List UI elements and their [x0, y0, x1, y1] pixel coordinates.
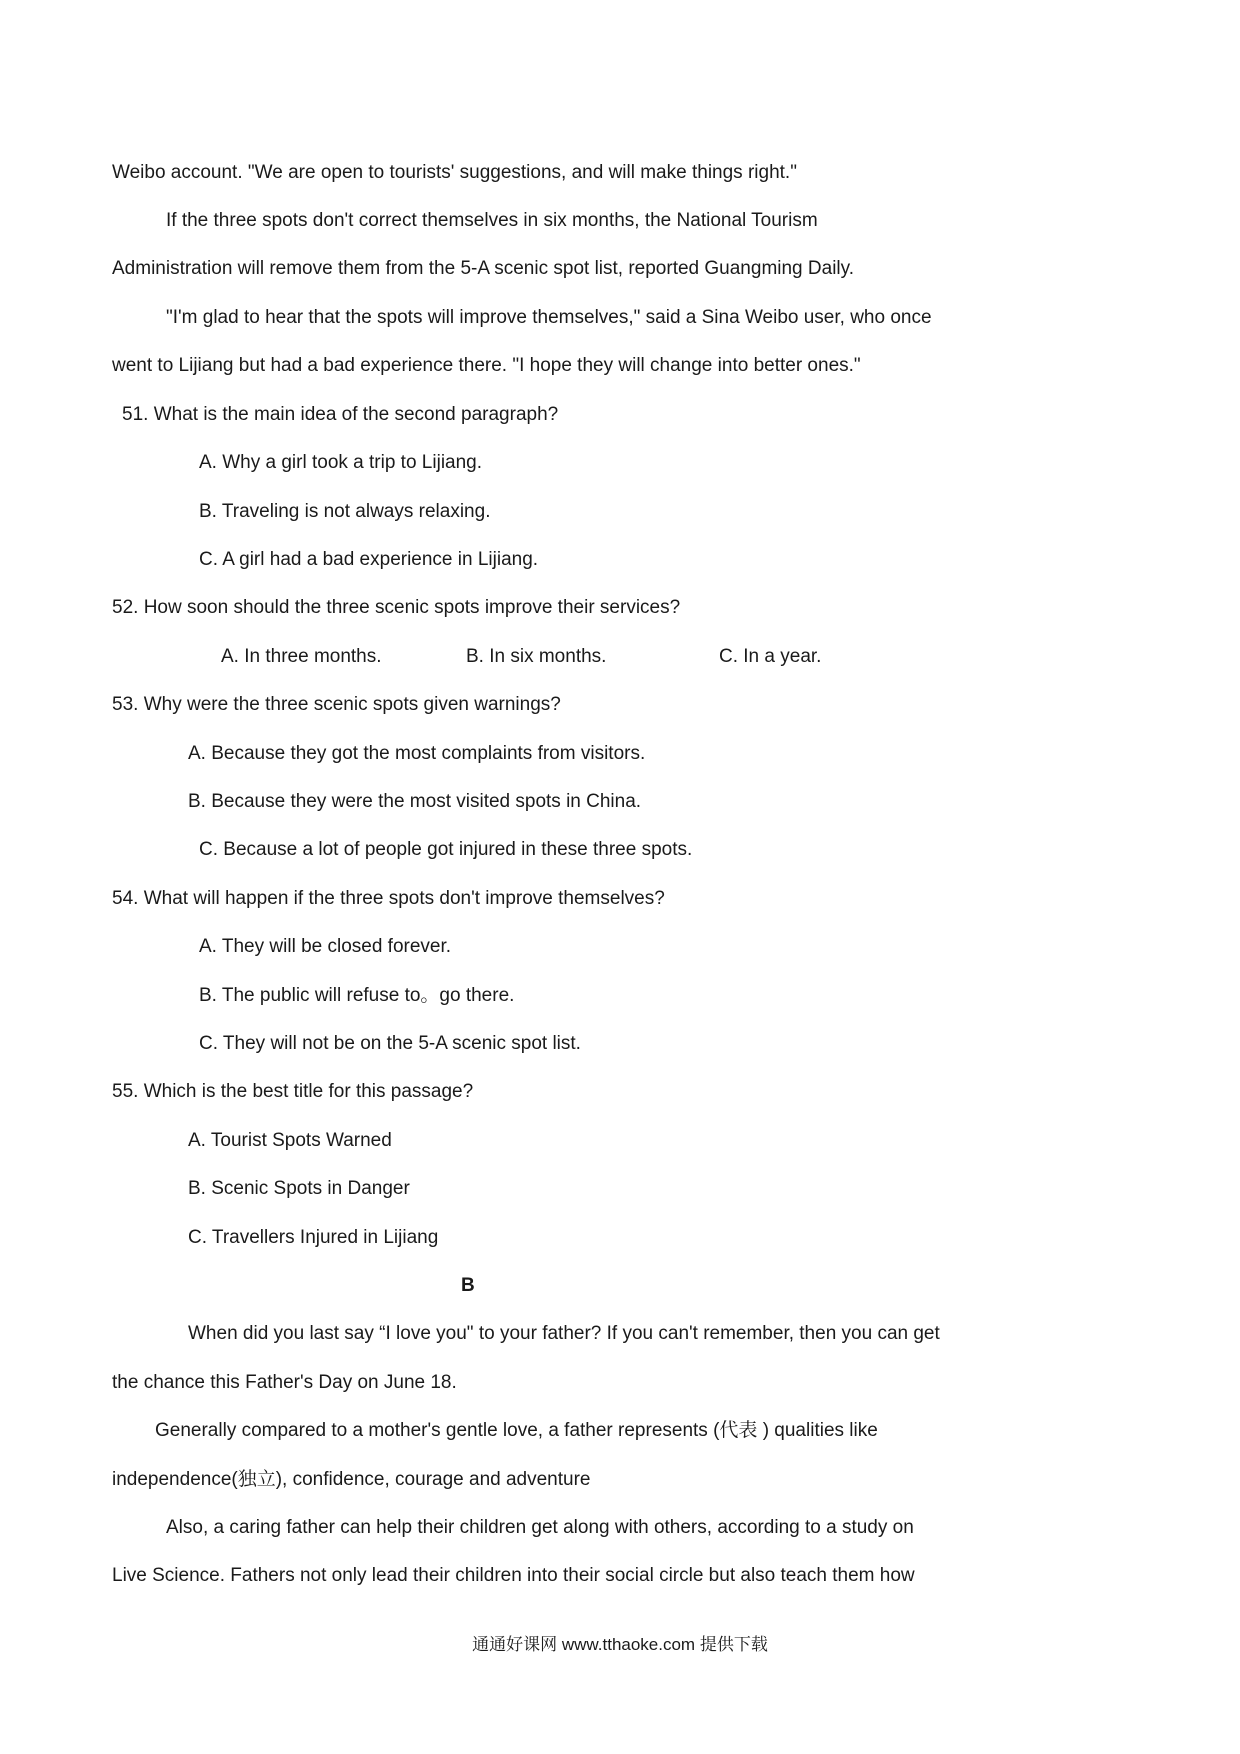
- question-stem: 55. Which is the best title for this passage?: [112, 1081, 474, 1102]
- passage-b-line: independence(独立), confidence, courage and adventure: [112, 1469, 591, 1490]
- answer-option: C. They will not be on the 5-A scenic spot list.: [199, 1033, 581, 1054]
- answer-option: A. Because they got the most complaints from visitors.: [188, 743, 646, 764]
- passage-b-line: Also, a caring father can help their children get along with others, according to a study on: [166, 1517, 914, 1538]
- answer-option: B. The public will refuse to。go there.: [199, 985, 515, 1006]
- section-heading: B: [461, 1275, 475, 1296]
- answer-option: A. In three months.: [221, 646, 382, 667]
- answer-option: B. In six months.: [466, 646, 607, 667]
- answer-option: C. A girl had a bad experience in Lijiang.: [199, 549, 539, 570]
- page-footer: 通通好课网 www.tthaoke.com 提供下载: [472, 1635, 768, 1654]
- passage-b-line: Live Science. Fathers not only lead their children into their social circle but also teach them how: [112, 1565, 915, 1586]
- answer-option: B. Because they were the most visited spots in China.: [188, 791, 642, 812]
- answer-option: A. Why a girl took a trip to Lijiang.: [199, 452, 483, 473]
- answer-option: B. Scenic Spots in Danger: [188, 1178, 410, 1199]
- answer-option: A. Tourist Spots Warned: [188, 1130, 392, 1151]
- question-stem: 51. What is the main idea of the second paragraph?: [122, 404, 559, 425]
- passage-a-line: went to Lijiang but had a bad experience there. "I hope they will change into better ones.": [112, 355, 861, 376]
- passage-a-line: "I'm glad to hear that the spots will improve themselves," said a Sina Weibo user, who once: [166, 307, 932, 328]
- passage-a-line: Administration will remove them from the 5-A scenic spot list, reported Guangming Daily.: [112, 258, 855, 279]
- question-stem: 53. Why were the three scenic spots given warnings?: [112, 694, 561, 715]
- question-stem: 54. What will happen if the three spots don't improve themselves?: [112, 888, 665, 909]
- answer-option: B. Traveling is not always relaxing.: [199, 501, 491, 522]
- question-stem: 52. How soon should the three scenic spots improve their services?: [112, 597, 681, 618]
- passage-a-line: If the three spots don't correct themselves in six months, the National Tourism: [166, 210, 818, 231]
- answer-option: A. They will be closed forever.: [199, 936, 452, 957]
- passage-b-line: Generally compared to a mother's gentle love, a father represents (代表 ) qualities like: [155, 1420, 878, 1441]
- answer-option: C. In a year.: [719, 646, 822, 667]
- passage-b-line: When did you last say “I love you" to your father? If you can't remember, then you can get: [188, 1323, 940, 1344]
- passage-b-line: the chance this Father's Day on June 18.: [112, 1372, 457, 1393]
- passage-a-line: Weibo account. "We are open to tourists' suggestions, and will make things right.": [112, 162, 797, 183]
- answer-option: C. Travellers Injured in Lijiang: [188, 1227, 439, 1248]
- answer-option: C. Because a lot of people got injured in these three spots.: [199, 839, 693, 860]
